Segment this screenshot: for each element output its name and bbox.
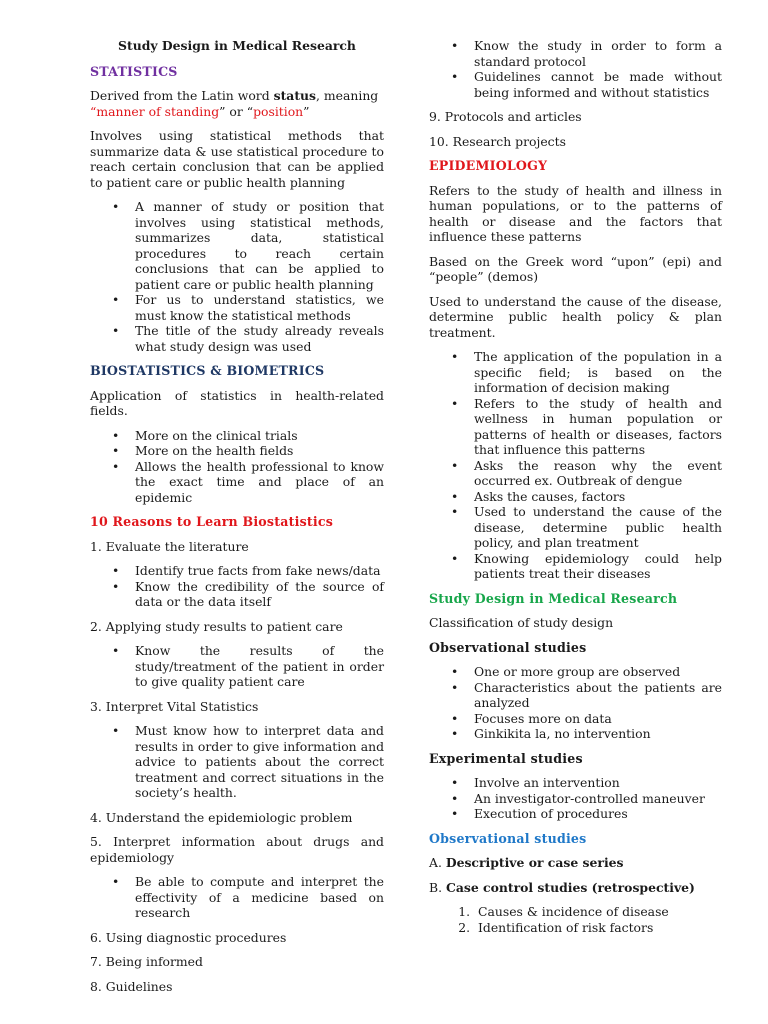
item-b: B. Case control studies (retrospective) xyxy=(429,879,695,895)
reason-2-bullets xyxy=(90,643,384,690)
study-design-heading: Study Design in Medical Research xyxy=(429,590,678,606)
reasons-heading: 10 Reasons to Learn Biostatistics xyxy=(90,514,334,529)
list-item: • Asks the causes, factors xyxy=(474,489,722,505)
reason-3: 3. Interpret Vital Statistics xyxy=(90,698,259,714)
reason-1: 1. Evaluate the literature xyxy=(90,538,249,554)
epidemiology-paragraph-3: Used to understand the cause of the disease, determine public health policy & plan treatment. xyxy=(429,293,722,340)
list-item: 2. Identification of risk factors xyxy=(474,920,722,936)
list-item: • Guidelines cannot be made without being informed and without statistics xyxy=(474,69,722,100)
list-item: • Asks the reason why the event occurred ex. Outbreak of dengue xyxy=(474,458,722,489)
experimental-heading: Experimental studies xyxy=(429,750,583,766)
list-item: • The title of the study already reveals what study design was used xyxy=(135,323,384,354)
left-column xyxy=(90,38,384,1003)
epidemiology-paragraph-1: Refers to the study of health and illness in human populations, or to the patterns of health or disease and the factors that influence these patterns xyxy=(429,182,722,244)
list-item: • Characteristics about the patients are analyzed xyxy=(474,680,722,711)
list-item: • One or more group are observed xyxy=(474,664,722,680)
biostatistics-bullets xyxy=(90,428,384,506)
list-item: • Used to understand the cause of the disease, determine public health policy, and plan treatment xyxy=(474,504,722,551)
experimental-bullets xyxy=(429,775,722,822)
reason-4: 4. Understand the epidemiologic problem xyxy=(90,809,353,825)
biostatistics-paragraph: Application of statistics in health-related fields. xyxy=(90,387,384,418)
statistics-paragraph: Involves using statistical methods that summarize data & use statistical procedure to reach certain conclusion that can be applied to patient care or public health planning xyxy=(90,128,384,190)
reason-9: 9. Protocols and articles xyxy=(429,109,582,124)
list-item: • More on the clinical trials xyxy=(135,428,384,444)
right-column xyxy=(429,38,722,944)
list-item: • A manner of study or position that involves using statistical methods, summarizes data, statistical procedures to reach certain conclusions that can be applied to patient care or public health planning xyxy=(135,199,384,292)
list-item: • Allows the health professional to know the exact time and place of an epidemic xyxy=(135,459,384,506)
observational-heading: Observational studies xyxy=(429,639,587,655)
case-control-list xyxy=(429,904,722,935)
list-item: • Must know how to interpret data and results in order to give information and advice to patients about the correct treatment and correct situations in the society’s health. xyxy=(135,723,384,801)
list-item: • More on the health fields xyxy=(135,443,384,459)
epidemiology-bullets xyxy=(429,349,722,582)
page-title: Study Design in Medical Research xyxy=(118,38,356,53)
statistics-definition: Derived from the Latin word status, meaning “manner of standing” or “position” xyxy=(90,88,379,119)
epidemiology-heading: EPIDEMIOLOGY xyxy=(429,158,548,173)
reason-2: 2. Applying study results to patient care xyxy=(90,618,343,634)
list-item: • Know the results of the study/treatment of the patient in order to give quality patient care xyxy=(135,643,384,690)
reason-5: 5. Interpret information about drugs and epidemiology xyxy=(90,834,384,865)
list-item: • Be able to compute and interpret the effectivity of a medicine based on research xyxy=(135,874,384,921)
reason-6: 6. Using diagnostic procedures xyxy=(90,929,287,945)
list-item: • Knowing epidemiology could help patients treat their diseases xyxy=(474,551,722,582)
observational-studies-heading: Observational studies xyxy=(429,830,587,846)
list-item: • Know the credibility of the source of data or the data itself xyxy=(135,579,384,610)
list-item: • An investigator-controlled maneuver xyxy=(474,791,722,807)
list-item: • Involve an intervention xyxy=(474,775,722,791)
reason-10: 10. Research projects xyxy=(429,133,566,149)
classification-paragraph: Classification of study design xyxy=(429,615,614,630)
list-item: • Identify true facts from fake news/data xyxy=(135,563,384,579)
reason-8-bullets xyxy=(429,38,722,100)
reason-7: 7. Being informed xyxy=(90,954,203,969)
list-item: • The application of the population in a specific field; is based on the information of decision making xyxy=(474,349,722,396)
list-item: • Refers to the study of health and wellness in human population or patterns of health or diseases, factors that influence this patterns xyxy=(474,396,722,458)
reason-3-bullets xyxy=(90,723,384,801)
reason-5-bullets xyxy=(90,874,384,921)
reason-1-bullets xyxy=(90,563,384,610)
reason-8: 8. Guidelines xyxy=(90,978,173,994)
biostatistics-heading: BIOSTATISTICS & BIOMETRICS xyxy=(90,363,325,378)
list-item: • Ginkikita la, no intervention xyxy=(474,726,722,742)
observational-bullets xyxy=(429,664,722,742)
list-item: • Know the study in order to form a standard protocol xyxy=(474,38,722,69)
statistics-heading: STATISTICS xyxy=(90,63,178,79)
statistics-bullets xyxy=(90,199,384,354)
list-item: 1. Causes & incidence of disease xyxy=(474,904,722,920)
list-item: • For us to understand statistics, we must know the statistical methods xyxy=(135,292,384,323)
list-item: • Execution of procedures xyxy=(474,806,722,822)
epidemiology-paragraph-2: Based on the Greek word “upon” (epi) and “people” (demos) xyxy=(429,253,722,284)
item-a: A. Descriptive or case series xyxy=(429,855,624,870)
list-item: • Focuses more on data xyxy=(474,711,722,727)
